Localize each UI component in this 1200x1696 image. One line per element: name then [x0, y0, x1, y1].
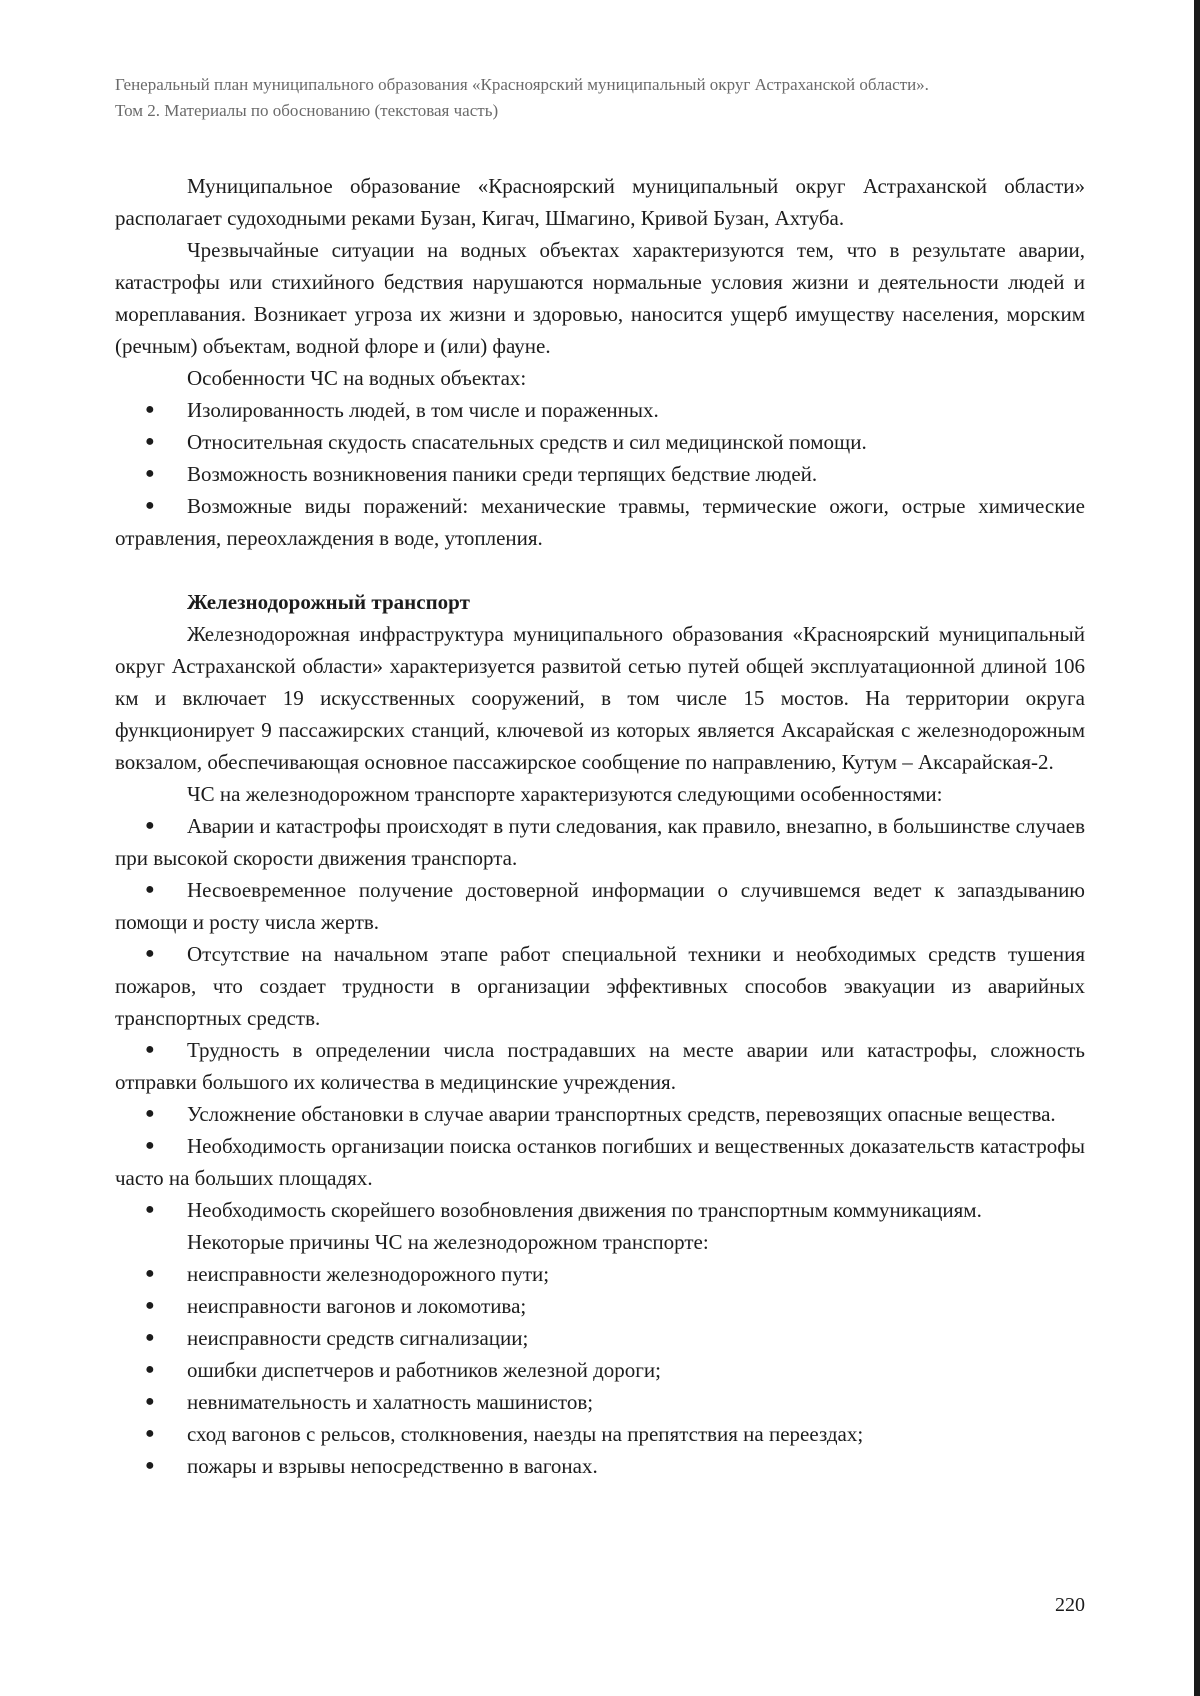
water-feature-text: Возможные виды поражений: механические травмы, термические ожоги, острые химические отравления, переохлаждения в воде, утопления. [115, 494, 1085, 550]
rail-cause-item [115, 1450, 1085, 1482]
rail-cause-item [115, 1290, 1085, 1322]
rail-feature-text: Несвоевременное получение достоверной информации о случившемся ведет к запаздыванию помощи и росту числа жертв. [115, 878, 1085, 934]
bullet-icon: ● [145, 1105, 155, 1122]
water-feature-text: Возможность возникновения паники среди терпящих бедствие людей. [187, 462, 818, 486]
section-spacer [115, 554, 1085, 586]
rail-cause-text: неисправности вагонов и локомотива; [187, 1294, 527, 1318]
rail-intro-paragraph: Железнодорожная инфраструктура муниципального образования «Красноярский муниципальный округ Астраханской области» характеризуется развитой сетью путей общей эксплуатационной длиной 106 км и включает 19 искусственных сооружений, в том числе 15 мостов. На территории округа функционирует 9 пассажирских станций, ключевой из которых является Аксарайская с железнодорожным вокзалом, обеспечивающая основное пассажирское сообщение по направлению, Кутум – Аксарайская-2. [115, 622, 1085, 774]
header-line-2: Том 2. Материалы по обоснованию (текстовая часть) [115, 101, 499, 120]
bullet-icon: ● [145, 1425, 155, 1442]
rail-feature-text: Трудность в определении числа пострадавших на месте аварии или катастрофы, сложность отправки большого их количества в медицинские учреждения. [115, 1038, 1085, 1094]
rail-feature-item [115, 1194, 1085, 1226]
rail-cause-item [115, 1354, 1085, 1386]
water-feature-item [115, 394, 1085, 426]
bullet-icon: ● [145, 1361, 155, 1378]
bullet-icon: ● [145, 1041, 155, 1058]
rail-cause-text: сход вагонов с рельсов, столкновения, наезды на препятствия на переездах; [187, 1422, 864, 1446]
bullet-icon: ● [145, 1457, 155, 1474]
rail-feature-text: Аварии и катастрофы происходят в пути следования, как правило, внезапно, в большинстве случаев при высокой скорости движения транспорта. [115, 814, 1085, 870]
bullet-icon: ● [145, 465, 155, 482]
rail-feature-item [115, 1034, 1085, 1098]
bullet-icon: ● [145, 1329, 155, 1346]
bullet-icon: ● [145, 1201, 155, 1218]
bullet-icon: ● [145, 817, 155, 834]
rail-feature-text: Отсутствие на начальном этапе работ специальной техники и необходимых средств тушения пожаров, что создает трудности в организации эффективных способов эвакуации из аварийных транспортных средств. [115, 942, 1085, 1030]
water-features-label: Особенности ЧС на водных объектах: [187, 366, 527, 390]
rail-cause-text: невнимательность и халатность машинистов; [187, 1390, 594, 1414]
rail-cause-text: пожары и взрывы непосредственно в вагонах. [187, 1454, 598, 1478]
rail-cause-item [115, 1418, 1085, 1450]
water-intro-paragraph: Муниципальное образование «Красноярский муниципальный округ Астраханской области» располагает судоходными реками Бузан, Кигач, Шмагино, Кривой Бузан, Ахтуба. [115, 174, 1085, 230]
water-feature-item [115, 458, 1085, 490]
rail-cause-text: неисправности железнодорожного пути; [187, 1262, 550, 1286]
rail-causes-label: Некоторые причины ЧС на железнодорожном транспорте: [187, 1230, 709, 1254]
rail-feature-item [115, 1098, 1085, 1130]
rail-feature-item [115, 938, 1085, 1034]
rail-cause-item [115, 1258, 1085, 1290]
rail-feature-text: Усложнение обстановки в случае аварии транспортных средств, перевозящих опасные вещества. [187, 1102, 1056, 1126]
rail-feature-text: Необходимость скорейшего возобновления движения по транспортным коммуникациям. [187, 1198, 982, 1222]
bullet-icon: ● [145, 945, 155, 962]
water-definition-paragraph: Чрезвычайные ситуации на водных объектах характеризуются тем, что в результате аварии, катастрофы или стихийного бедствия нарушаются нормальные условия жизни и деятельности людей и мореплавания. Возникает угроза их жизни и здоровью, наносится ущерб имуществу населения, морским (речным) объектам, водной флоре и (или) фауне. [115, 238, 1085, 358]
bullet-icon: ● [145, 401, 155, 418]
rail-cause-text: ошибки диспетчеров и работников железной дороги; [187, 1358, 661, 1382]
bullet-icon: ● [145, 497, 155, 514]
bullet-icon: ● [145, 1137, 155, 1154]
rail-feature-item [115, 1130, 1085, 1194]
rail-cause-text: неисправности средств сигнализации; [187, 1326, 529, 1350]
rail-feature-item [115, 874, 1085, 938]
water-feature-item [115, 426, 1085, 458]
bullet-icon: ● [145, 1297, 155, 1314]
rail-feature-item [115, 810, 1085, 874]
rail-cause-item [115, 1322, 1085, 1354]
bullet-icon: ● [145, 1393, 155, 1410]
bullet-icon: ● [145, 881, 155, 898]
running-header [115, 72, 1085, 124]
rail-feature-text: Необходимость организации поиска останков погибших и вещественных доказательств катастрофы часто на больших площадях. [115, 1134, 1085, 1190]
water-feature-text: Относительная скудость спасательных средств и сил медицинской помощи. [187, 430, 867, 454]
rail-features-label: ЧС на железнодорожном транспорте характеризуются следующими особенностями: [187, 782, 943, 806]
water-feature-item [115, 490, 1085, 554]
bullet-icon: ● [145, 1265, 155, 1282]
water-feature-text: Изолированность людей, в том числе и пораженных. [187, 398, 659, 422]
page-number: 220 [1055, 1594, 1085, 1616]
rail-cause-item [115, 1386, 1085, 1418]
page-body [115, 170, 1085, 1482]
bullet-icon: ● [145, 433, 155, 450]
scan-edge-border [1194, 0, 1200, 1696]
header-line-1: Генеральный план муниципального образования «Красноярский муниципальный округ Астраханской области». [115, 75, 929, 94]
rail-section-heading: Железнодорожный транспорт [187, 590, 470, 614]
